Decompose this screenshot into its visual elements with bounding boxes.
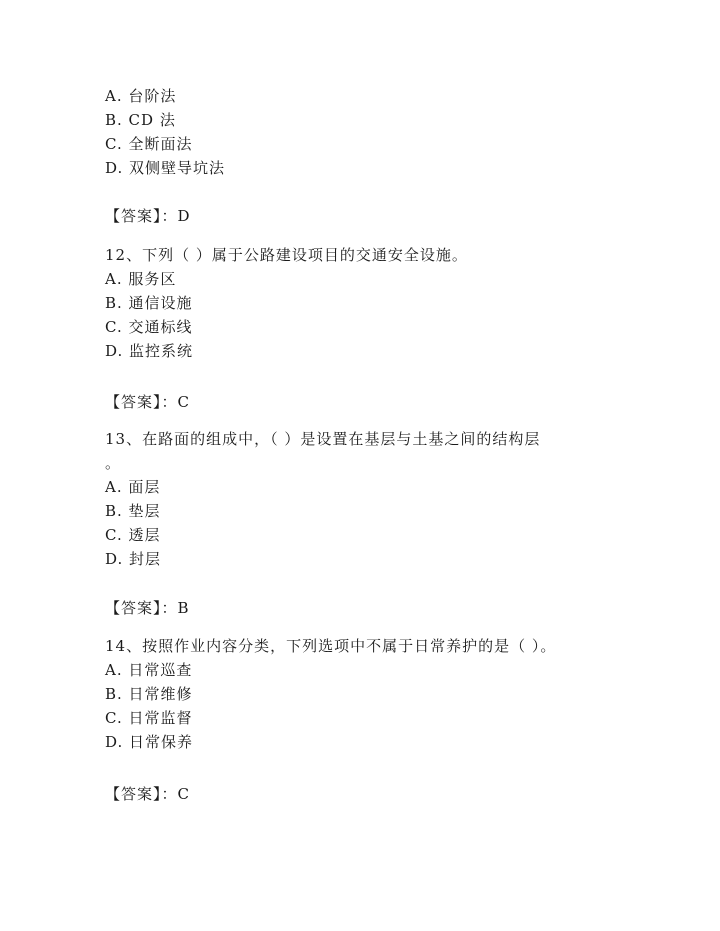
q11-option-d: D. 双侧壁导坑法 — [105, 159, 226, 177]
q12-option-c: C. 交通标线 — [105, 318, 193, 336]
q12-option-b: B. 通信设施 — [105, 294, 193, 312]
q11-answer: 【答案】：D — [105, 207, 191, 225]
q11-option-c: C. 全断面法 — [105, 135, 193, 153]
q12-option-d: D. 监控系统 — [105, 342, 194, 360]
q13-question-line1: 13、在路面的组成中，（ ）是设置在基层与土基之间的结构层 — [105, 430, 541, 448]
q13-option-d: D. 封层 — [105, 550, 162, 568]
q14-option-d: D. 日常保养 — [105, 733, 194, 751]
q12-option-a: A. 服务区 — [105, 270, 177, 288]
q14-question: 14、按照作业内容分类，下列选项中不属于日常养护的是（ ）。 — [105, 637, 557, 655]
q14-option-c: C. 日常监督 — [105, 709, 193, 727]
q13-option-b: B. 垫层 — [105, 502, 161, 520]
q14-option-b: B. 日常维修 — [105, 685, 193, 703]
q13-option-c: C. 透层 — [105, 526, 161, 544]
q14-option-a: A. 日常巡查 — [105, 661, 193, 679]
q12-answer: 【答案】：C — [105, 393, 190, 411]
q13-answer: 【答案】：B — [105, 599, 190, 617]
q11-option-b: B. CD 法 — [105, 111, 176, 129]
q13-option-a: A. 面层 — [105, 478, 161, 496]
q14-answer: 【答案】：C — [105, 785, 190, 803]
q12-question: 12、下列（ ）属于公路建设项目的交通安全设施。 — [105, 246, 468, 264]
q11-option-a: A. 台阶法 — [105, 87, 177, 105]
q13-question-line2: 。 — [105, 454, 122, 472]
